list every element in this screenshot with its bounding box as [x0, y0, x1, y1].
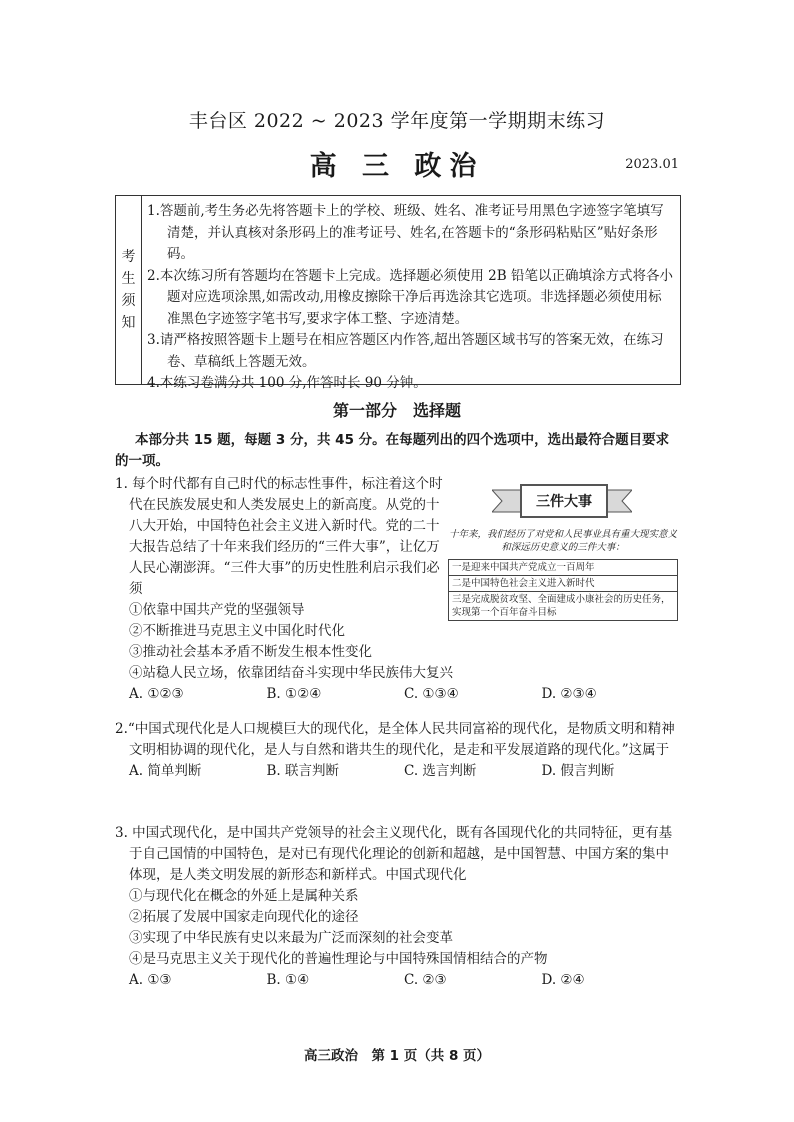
figure-intro: 十年来，我们经历了对党和人民事业具有重大现实意义和深远历史意义的三件大事： — [448, 529, 677, 553]
notice-box — [115, 195, 681, 391]
section-title: 第一部分 选择题 — [332, 401, 461, 420]
notice-item: 2.本次练习所有答题均在答题卡上完成。选择题必须使用 2B 铅笔以正确填涂方式将各小题对应选项涂黑,如需改动,用橡皮擦除干净后再选涂其它选项。非选择题必须使用标准黑色字迹签字笔书写,要求字体工整、字迹清楚。 — [147, 267, 673, 327]
choice-c: C. 选言判断 — [404, 763, 477, 779]
notice-label-char: 须 — [121, 293, 136, 309]
choice-b: B. ①④ — [266, 972, 310, 988]
question-option: ④站稳人民立场，依靠团结奋斗实现中华民族伟大复兴 — [129, 665, 453, 681]
choice-d: D. ②③④ — [541, 686, 597, 702]
question-3 — [115, 823, 679, 991]
question-choices — [115, 684, 679, 705]
question-option: ②不断推进马克思主义中国化时代化 — [129, 623, 345, 639]
question-choices — [115, 761, 679, 782]
notice-item: 1.答题前,考生务必先将答题卡上的学校、班级、姓名、准考证号用黑色字迹签字笔填写清楚，并认真核对条形码上的准考证号、姓名,在答题卡的“条形码粘贴区”贴好条形码。 — [147, 203, 664, 262]
notice-list — [147, 201, 674, 395]
question-option: ①依靠中国共产党的坚强领导 — [129, 602, 305, 618]
choice-a: A. ①③ — [129, 972, 172, 988]
banner-title: 三件大事 — [520, 484, 608, 518]
choice-c: C. ②③ — [404, 972, 447, 988]
notice-item: 3.请严格按照答题卡上题号在相应答题区内作答,超出答题区域书写的答案无效，在练习卷、草稿纸上答题无效。 — [147, 332, 664, 370]
question-option: ③实现了中华民族有史以来最为广泛而深刻的社会变革 — [129, 930, 453, 946]
page-footer: 高三政治 第 1 页（共 8 页） — [303, 1048, 491, 1064]
notice-label-char: 知 — [121, 315, 136, 331]
banner-ribbon — [492, 480, 632, 520]
choice-b: B. 联言判断 — [266, 763, 340, 779]
choice-d: D. 假言判断 — [541, 763, 615, 779]
figure-table — [448, 559, 678, 621]
question-2 — [115, 719, 679, 782]
figure-row: 一是迎来中国共产党成立一百周年 — [449, 560, 677, 576]
question-stem: 3. 中国式现代化，是中国共产党领导的社会主义现代化，既有各国现代化的共同特征，更有基于自己国情的中国特色，是对已有现代化理论的创新和超越，是中国智慧、中国方案的集中体现，是人类文明发展的新形态和新样式。中国式现代化 — [115, 825, 673, 883]
notice-label — [116, 196, 142, 384]
question-option: ③推动社会基本矛盾不断发生根本性变化 — [129, 644, 372, 660]
choice-b: B. ①②④ — [266, 686, 322, 702]
figure-row: 三是完成脱贫攻坚、全面建成小康社会的历史任务，实现第一个百年奋斗目标 — [452, 594, 671, 618]
question-choices — [115, 970, 679, 991]
notice-label-char: 考 — [121, 249, 136, 265]
notice-label-char: 生 — [121, 271, 136, 287]
notice-item: 4.本练习卷满分共 100 分,作答时长 90 分钟。 — [147, 375, 427, 391]
choice-c: C. ①③④ — [404, 686, 459, 702]
choice-d: D. ②④ — [541, 972, 585, 988]
exam-title: 丰台区 2022 ~ 2023 学年度第一学期期末练习 — [188, 110, 606, 132]
figure-row: 二是中国特色社会主义进入新时代 — [449, 576, 677, 592]
question-option: ①与现代化在概念的外延上是属种关系 — [129, 888, 359, 904]
question-stem: 1. 每个时代都有自己时代的标志性事件，标注着这个时代在民族发展史和人类发展史上的新高度。从党的十八大开始，中国特色社会主义进入新时代。党的二十大报告总结了十年来我们经历的“三件大事”，让亿万人民心潮澎湃。“三件大事”的历史性胜利启示我们必须 — [115, 476, 443, 597]
section-intro: 本部分共 15 题，每题 3 分，共 45 分。在每题列出的四个选项中，选出最符合题目要求的一项。 — [115, 432, 670, 469]
exam-subtitle: 高 三 政治 — [309, 151, 485, 182]
choice-a: A. 简单判断 — [129, 763, 202, 779]
question-option: ④是马克思主义关于现代化的普遍性理论与中国特殊国情相结合的产物 — [129, 951, 548, 967]
question-1-stem-block — [115, 474, 445, 600]
three-events-figure — [448, 480, 678, 628]
question-option: ②拓展了发展中国家走向现代化的途径 — [129, 909, 359, 925]
question-stem: 2.“中国式现代化是人口规模巨大的现代化，是全体人民共同富裕的现代化，是物质文明和精神文明相协调的现代化，是人与自然和谐共生的现代化，是走和平发展道路的现代化。”这属于 — [115, 721, 675, 758]
choice-a: A. ①②③ — [129, 686, 184, 702]
exam-date: 2023.01 — [625, 157, 679, 172]
